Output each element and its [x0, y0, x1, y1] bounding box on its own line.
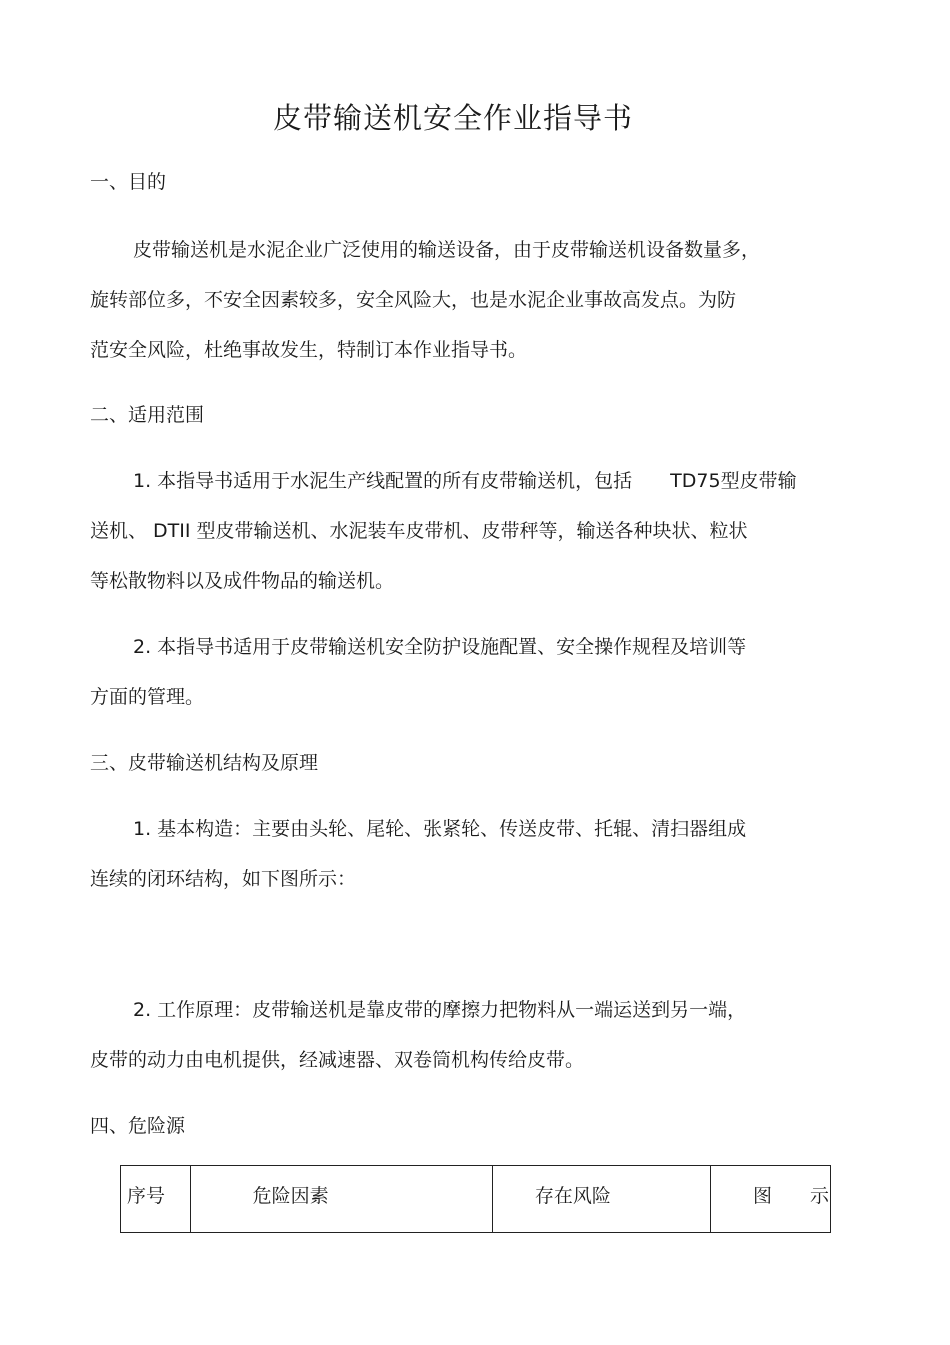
- paragraph-line: 2. 本指导书适用于皮带输送机安全防护设施配置、安全操作规程及培训等: [133, 636, 747, 658]
- column-header-risk: 存在风险: [492, 1166, 710, 1233]
- paragraph-line: 1. 基本构造：主要由头轮、尾轮、张紧轮、传送皮带、托辊、清扫器组成: [133, 818, 747, 840]
- paragraph-line: 旋转部位多，不安全因素较多，安全风险大，也是水泥企业事故高发点。为防: [90, 289, 737, 311]
- paragraph-line: 皮带的动力由电机提供，经减速器、双卷筒机构传给皮带。: [90, 1049, 585, 1071]
- table-header-row: [121, 1166, 831, 1233]
- paragraph-line: 等松散物料以及成件物品的输送机。: [90, 570, 395, 592]
- column-header-figure: 图 示: [710, 1166, 830, 1233]
- section-heading-purpose: 一、目的: [90, 171, 167, 193]
- paragraph-line: 范安全风险，杜绝事故发生，特制订本作业指导书。: [90, 339, 528, 361]
- paragraph-line: 送机、 DTII 型皮带输送机、水泥装车皮带机、皮带秤等，输送各种块状、粒状: [90, 520, 748, 542]
- paragraph-line: 方面的管理。: [90, 686, 205, 708]
- section-heading-structure: 三、皮带输送机结构及原理: [90, 752, 319, 774]
- document-title: 皮带输送机安全作业指导书: [272, 101, 633, 135]
- section-heading-hazards: 四、危险源: [90, 1115, 186, 1137]
- hazard-table: [120, 1165, 831, 1233]
- column-header-hazard-factor: 危险因素: [190, 1166, 492, 1233]
- column-header-number: 序号: [121, 1166, 191, 1233]
- paragraph-line: 1. 本指导书适用于水泥生产线配置的所有皮带输送机，包括 TD75型皮带输: [133, 470, 797, 492]
- paragraph-line: 2. 工作原理：皮带输送机是靠皮带的摩擦力把物料从一端运送到另一端，: [133, 999, 747, 1021]
- section-heading-scope: 二、适用范围: [90, 404, 205, 426]
- paragraph-line: 皮带输送机是水泥企业广泛使用的输送设备，由于皮带输送机设备数量多，: [133, 239, 761, 261]
- paragraph-line: 连续的闭环结构，如下图所示：: [90, 868, 357, 890]
